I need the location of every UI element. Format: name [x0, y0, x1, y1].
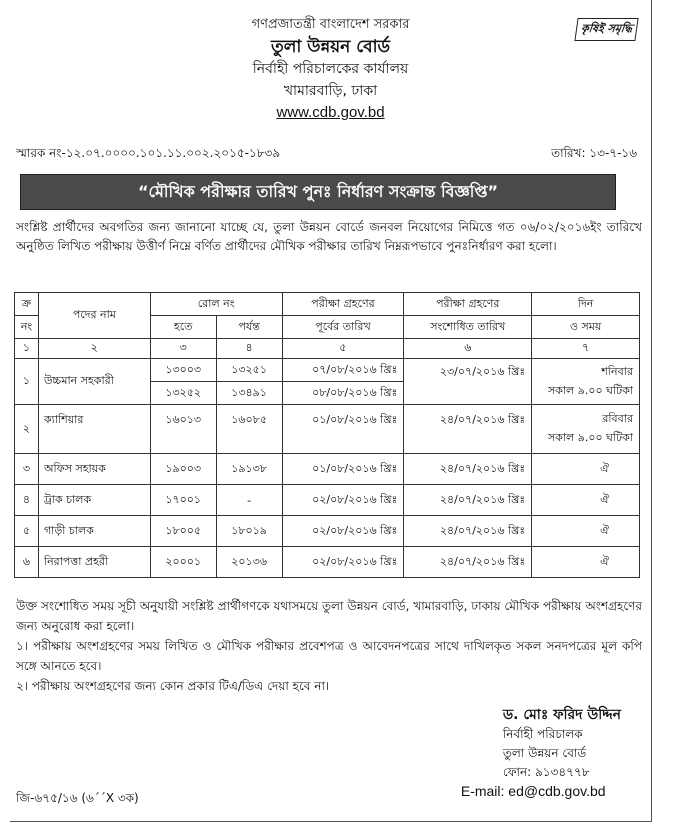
memo-number: স্মারক নং-১২.০৭.০০০০.১০১.১১.০০২.২০১৫-১৮৩৯	[16, 146, 281, 160]
header-day: দিন	[532, 293, 640, 316]
cell-prev-date: ০১/০৮/২০১৬ খ্রিঃ	[282, 454, 404, 485]
signatory-designation: নির্বাহী পরিচালক	[502, 727, 583, 741]
notice-title	[20, 174, 616, 210]
header-roll-from: হতে	[150, 316, 216, 339]
website-link[interactable]: www.cdb.gov.bd	[276, 104, 385, 121]
cell-time: সকাল ৯.০০ ঘটিকা	[547, 383, 633, 397]
notice-title-text: “মৌখিক পরীক্ষার তারিখ পুনঃ নির্ধারণ সংক্রান্ত বিজ্ঞপ্তি”	[137, 181, 499, 201]
cell-serial: ২	[15, 405, 39, 454]
cell-post: গাড়ী চালক	[38, 516, 150, 547]
table-row	[15, 485, 640, 516]
cell-roll-to: ১৩৪৯১	[216, 382, 282, 405]
cell-new-date: ২৩/০৭/২০১৬ খ্রিঃ	[404, 359, 532, 405]
office-name: নির্বাহী পরিচালকের কার্যালয়	[252, 61, 409, 77]
cell-serial: ১	[15, 359, 39, 405]
column-number: ৭	[532, 339, 640, 359]
cell-post: ট্রাক চালক	[38, 485, 150, 516]
column-number: ৬	[404, 339, 532, 359]
table-row	[15, 454, 640, 485]
cell-prev-date: ০৭/০৮/২০১৬ খ্রিঃ	[282, 359, 404, 382]
cell-new-date: ২৪/০৭/২০১৬ খ্রিঃ	[404, 485, 532, 516]
cell-prev-date: ০২/০৮/২০১৬ খ্রিঃ	[282, 547, 404, 578]
column-number: ৫	[282, 339, 404, 359]
cell-time: সকাল ৯.০০ ঘটিকা	[547, 431, 633, 444]
cell-new-date: ২৪/০৭/২০১৬ খ্রিঃ	[404, 516, 532, 547]
cell-day: ঐ	[532, 485, 640, 516]
header-serial: ক্র	[15, 293, 39, 316]
signatory-phone: ফোন: ৯১৩৪৭৭৮	[502, 765, 590, 779]
header-new-date: পরীক্ষা গ্রহণের	[404, 293, 532, 316]
header-serial-2: নং	[15, 316, 39, 339]
signature-block	[460, 706, 621, 801]
cell-serial: ৫	[15, 516, 39, 547]
header-post: পদের নাম	[38, 293, 150, 339]
cell-day-name: রবিবার	[602, 412, 633, 425]
cell-prev-date: ০৮/০৮/২০১৬ খ্রিঃ	[282, 382, 404, 405]
cell-day	[532, 359, 640, 405]
table-row	[15, 359, 640, 382]
schedule-table	[14, 292, 640, 578]
cell-roll-from: ১৬০১৩	[150, 405, 216, 454]
cell-new-date: ২৪/০৭/২০১৬ খ্রিঃ	[404, 454, 532, 485]
cell-roll-to: ১৯১৩৮	[216, 454, 282, 485]
header-day-2: ও সময়	[532, 316, 640, 339]
instruction-paragraph: উক্ত সংশোধিত সময় সূচী অনুযায়ী সংশ্লিষ্ট প্রার্থীগণকে যথাসময়ে তুলা উন্নয়ন বোর্ড, খামারবাড়ি, ঢাকায় মৌখিক পরীক্ষায় অংশগ্রহণের জন্য অনুরোধ করা হলো।	[16, 599, 642, 633]
table-row	[15, 516, 640, 547]
column-number: ৩	[150, 339, 216, 359]
cell-serial: ৬	[15, 547, 39, 578]
column-number: ১	[15, 339, 39, 359]
cell-roll-from: ১৩০০৩	[150, 359, 216, 382]
cell-roll-to: ১৮০১৯	[216, 516, 282, 547]
cell-roll-from: ১৯০০৩	[150, 454, 216, 485]
intro-paragraph: সংশ্লিষ্ট প্রার্থীদের অবগতির জন্য জানানো যাচ্ছে যে, তুলা উন্নয়ন বোর্ডে জনবল নিয়োগের নিমিত্তে গত ০৬/০২/২০১৬ইং তারিখে অনুষ্ঠিত লিখিত পরীক্ষায় উত্তীর্ণ নিম্নে বর্ণিত প্রার্থীদের মৌখিক পরীক্ষার তারিখ নিম্নরূপভাবে পুনঃনির্ধারণ করা হলো।	[16, 220, 642, 253]
cell-prev-date: ০২/০৮/২০১৬ খ্রিঃ	[282, 485, 404, 516]
cell-roll-to: ১৩২৫১	[216, 359, 282, 382]
cell-roll-from: ২০০০১	[150, 547, 216, 578]
notice-date: তারিখ: ১৩-৭-১৬	[551, 146, 637, 160]
signatory-org: তুলা উন্নয়ন বোর্ড	[502, 746, 587, 760]
cell-roll-to: ২০১৩৬	[216, 547, 282, 578]
cell-roll-from: ১৩২৫২	[150, 382, 216, 405]
cell-roll-from: ১৭০০১	[150, 485, 216, 516]
instruction-item: ২। পরীক্ষায় অংশগ্রহণের জন্য কোন প্রকার টিএ/ডিএ দেয়া হবে না।	[16, 679, 330, 693]
cell-new-date: ২৪/০৭/২০১৬ খ্রিঃ	[404, 405, 532, 454]
cell-roll-to: -	[216, 485, 282, 516]
letterhead	[10, 14, 651, 124]
cell-day-name: শনিবার	[601, 364, 633, 378]
org-name: তুলা উন্নয়ন বোর্ড	[270, 37, 391, 57]
govt-name: গণপ্রজাতন্ত্রী বাংলাদেশ সরকার	[251, 17, 410, 32]
table-row	[15, 405, 640, 454]
cell-day: ঐ	[532, 454, 640, 485]
column-number: ৪	[216, 339, 282, 359]
cell-post: নিরাপত্তা প্রহরী	[38, 547, 150, 578]
print-reference: জি-৬৭৫/১৬ (৬´´X ৩ক)	[16, 791, 139, 805]
header-roll-to: পর্যন্ত	[216, 316, 282, 339]
signatory-name: ড. মোঃ ফরিদ উদ্দিন	[502, 707, 621, 723]
slogan-badge: কৃষিই সমৃদ্ধি	[574, 18, 638, 41]
header-new-date-2: সংশোধিত তারিখ	[404, 316, 532, 339]
instructions	[16, 596, 642, 696]
header-roll: রোল নং	[150, 293, 282, 316]
cell-serial: ৪	[15, 485, 39, 516]
cell-day: ঐ	[532, 516, 640, 547]
table-header-row	[15, 293, 640, 316]
table-row	[15, 547, 640, 578]
header-prev-date-2: পূর্বের তারিখ	[282, 316, 404, 339]
office-address: খামারবাড়ি, ঢাকা	[283, 83, 378, 99]
cell-day	[532, 405, 640, 454]
cell-roll-from: ১৮০০৫	[150, 516, 216, 547]
cell-post: উচ্চমান সহকারী	[38, 359, 150, 405]
instruction-item: ১। পরীক্ষায় অংশগ্রহণের সময় লিখিত ও মৌখিক পরীক্ষার প্রবেশপত্র ও আবেদনপত্রের সাথে দাখিলকৃত সকল সনদপত্রের মূল কপি সঙ্গে আনতে হবে।	[16, 639, 642, 673]
cell-post: ক্যাশিয়ার	[38, 405, 150, 454]
column-number: ২	[38, 339, 150, 359]
cell-roll-to: ১৬০৮৫	[216, 405, 282, 454]
header-prev-date: পরীক্ষা গ্রহণের	[282, 293, 404, 316]
column-number-row	[15, 339, 640, 359]
cell-new-date: ২৪/০৭/২০১৬ খ্রিঃ	[404, 547, 532, 578]
notice-page	[10, 0, 652, 822]
cell-prev-date: ০২/০৮/২০১৬ খ্রিঃ	[282, 516, 404, 547]
cell-day: ঐ	[532, 547, 640, 578]
cell-serial: ৩	[15, 454, 39, 485]
cell-post: অফিস সহায়ক	[38, 454, 150, 485]
cell-prev-date: ০১/০৮/২০১৬ খ্রিঃ	[282, 405, 404, 454]
signatory-email[interactable]: E-mail: ed@cdb.gov.bd	[460, 783, 606, 799]
